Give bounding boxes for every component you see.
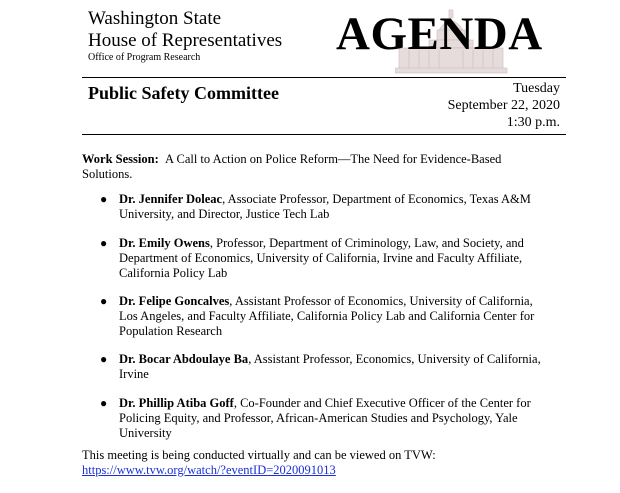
speaker-item [82,352,552,382]
header-divider-bottom [82,134,566,135]
speaker-name: Dr. Jennifer Doleac [119,192,223,206]
org-name-line1: Washington State [88,8,222,29]
speaker-affiliation: , Associate Professor, Department of Economics, Texas A&M University, and Director, Justice Tech Lab [119,192,531,221]
speaker-item [82,236,552,281]
speaker-item [82,396,552,441]
meeting-day: Tuesday [513,81,560,96]
bullet-icon: ● [100,352,108,366]
work-session-description: A Call to Action on Police Reform—The Need for Evidence-Based Solutions. [82,152,502,181]
work-session [82,152,532,182]
speaker-name: Dr. Phillip Atiba Goff [119,396,234,410]
bullet-icon: ● [100,294,108,308]
bullet-icon: ● [100,192,108,206]
committee-name: Public Safety Committee [88,83,279,103]
speaker-affiliation: , Professor, Department of Criminology, Law, and Society, and Department of Economics, University of California, Irvine and Faculty Affiliate, California Policy Lab [119,236,524,280]
tvw-link[interactable]: https://www.tvw.org/watch/?eventID=2020091013 [82,463,336,477]
speaker-affiliation: , Assistant Professor, Economics, University of California, Irvine [119,352,541,381]
speaker-affiliation: , Assistant Professor of Economics, University of California, Los Angeles, and Faculty Affiliate, California Policy Lab and California Center for Population Research [119,294,535,338]
speaker-item [82,294,552,339]
footer-note [82,448,562,478]
meeting-date: September 22, 2020 [447,98,560,113]
meeting-time: 1:30 p.m. [506,115,560,130]
work-session-label: Work Session: [82,152,159,166]
org-office: Office of Program Research [88,52,201,63]
speaker-affiliation: , Co-Founder and Chief Executive Officer of the Center for Policing Equity, and Professor, African-American Studies and Psychology, Yale University [119,396,531,440]
org-name-line2: House of Representatives [88,30,283,51]
speaker-name: Dr. Emily Owens [119,236,210,250]
meeting-datetime [448,80,560,131]
bullet-icon: ● [100,236,108,250]
speaker-name: Dr. Bocar Abdoulaye Ba [119,352,249,366]
header-divider-top [82,77,566,78]
speaker-item [82,192,552,222]
bullet-icon: ● [100,396,108,410]
agenda-title: AGENDA [336,8,543,60]
virtual-meeting-note: This meeting is being conducted virtually and can be viewed on TVW: [82,448,436,462]
speaker-list [82,192,552,441]
speaker-name: Dr. Felipe Goncalves [119,294,230,308]
